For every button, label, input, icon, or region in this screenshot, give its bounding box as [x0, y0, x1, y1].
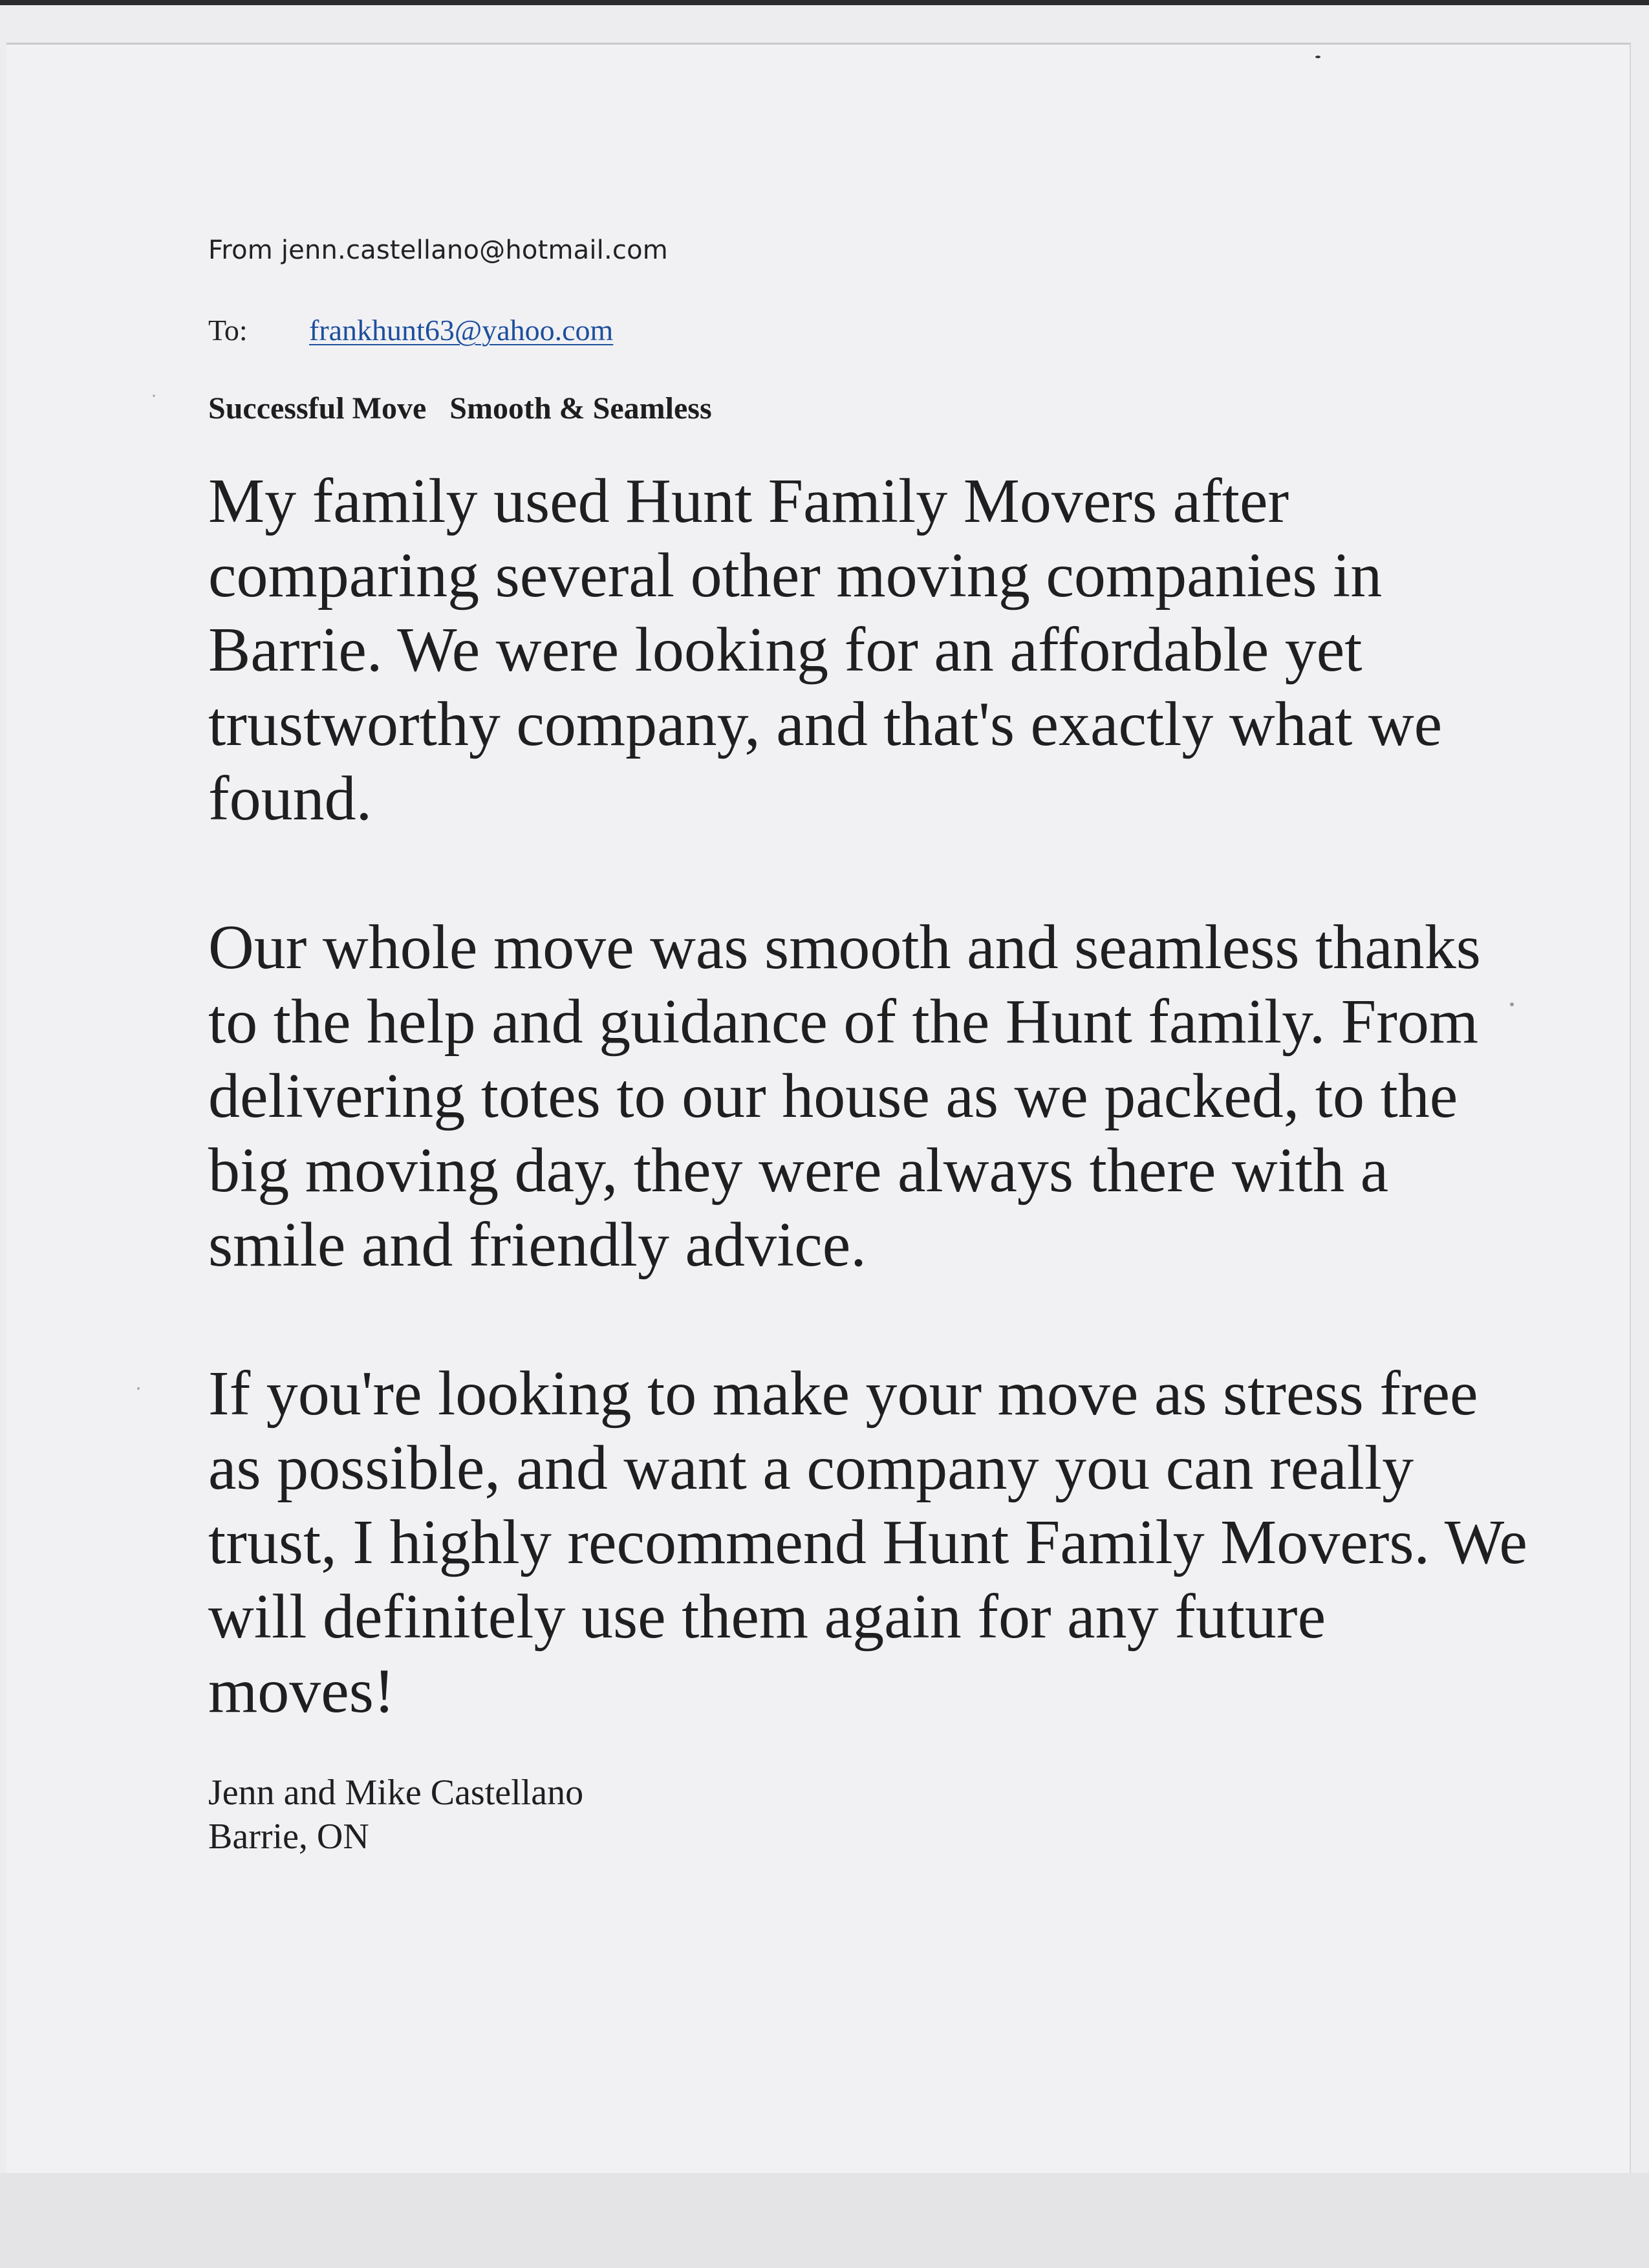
testimonial-paragraph-3: If you're looking to make your move as stress free as possible, and want a company you can really trust, I highly recommend Hunt Family Movers. We will definitely use them again for any future moves!	[208, 1359, 1527, 1726]
scan-speck	[137, 1387, 140, 1390]
scan-speck	[1315, 56, 1320, 58]
signature-location: Barrie, ON	[208, 1817, 369, 1857]
scan-bottom-band	[0, 2173, 1649, 2268]
testimonial-paragraph-1: My family used Hunt Family Movers after comparing several other moving companies in Barrie. We were looking for an affordable yet trustworthy company, and that's exactly what we found.	[208, 466, 1443, 834]
scan-speck	[153, 394, 155, 397]
email-subject: Successful Move Smooth & Seamless	[208, 391, 712, 426]
scan-top-edge	[0, 0, 1649, 5]
signature-block	[208, 1771, 583, 1859]
recipient-email-link[interactable]: frankhunt63@yahoo.com	[309, 314, 614, 347]
to-label: To:	[208, 314, 248, 347]
email-from-line: From jenn.castellano@hotmail.com	[208, 235, 668, 265]
email-to-line	[208, 313, 613, 347]
testimonial-paragraph-2: Our whole move was smooth and seamless thanks to the help and guidance of the Hunt family. From delivering totes to our house as we packed, to the big moving day, they were always there with a smile and friendly advice.	[208, 913, 1481, 1280]
signature-name: Jenn and Mike Castellano	[208, 1773, 584, 1813]
